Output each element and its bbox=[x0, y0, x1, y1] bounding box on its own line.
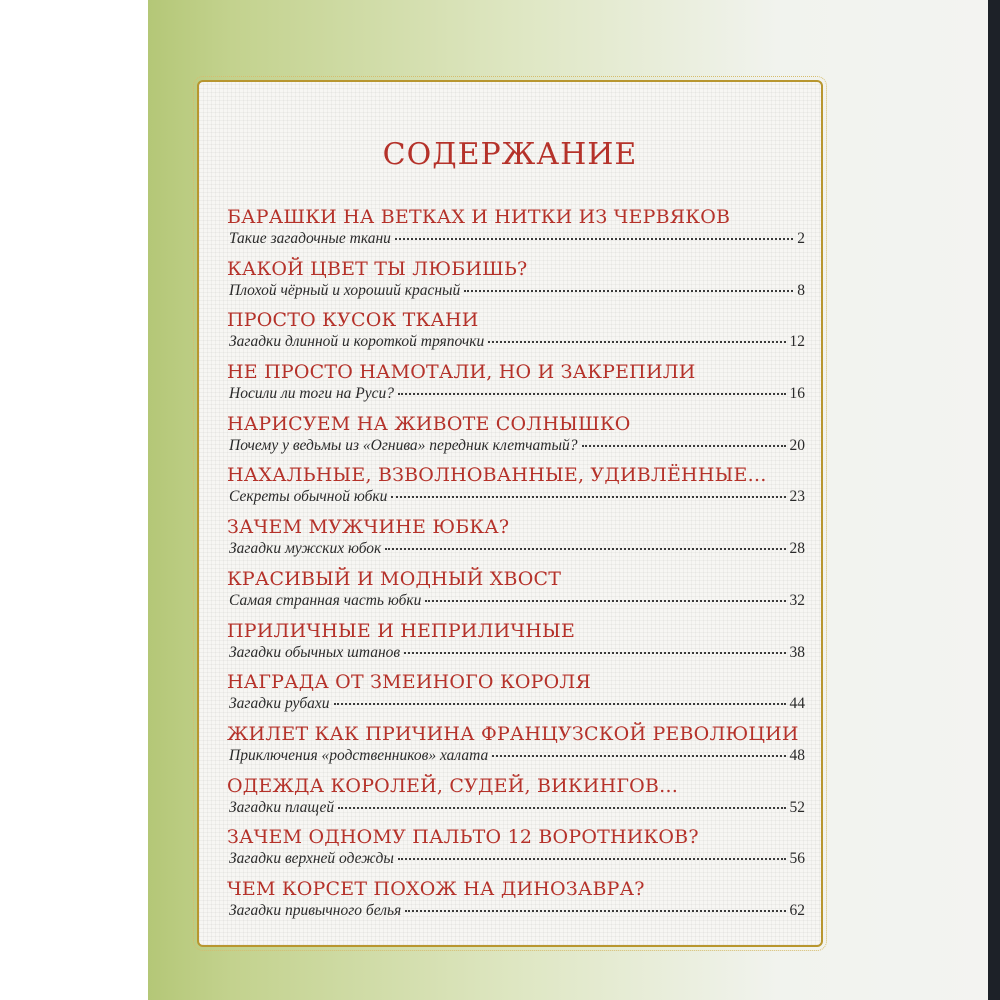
toc-entry bbox=[227, 567, 805, 619]
dot-leader bbox=[395, 237, 793, 240]
page-number: 38 bbox=[789, 643, 805, 661]
toc-heading: НАХАЛЬНЫЕ, ВЗВОЛНОВАННЫЕ, УДИВЛЁННЫЕ… bbox=[227, 464, 767, 487]
toc-entry bbox=[227, 722, 805, 774]
page-title: СОДЕРЖАНИЕ bbox=[382, 137, 638, 172]
dot-leader bbox=[492, 754, 785, 757]
dot-leader bbox=[338, 806, 785, 809]
toc-subtitle-line bbox=[227, 798, 805, 818]
toc-subtitle-line bbox=[227, 539, 805, 559]
toc-entry bbox=[227, 670, 805, 722]
toc-entry bbox=[227, 774, 805, 826]
toc-subtitle-line bbox=[227, 229, 805, 249]
toc-heading: ЗАЧЕМ МУЖЧИНЕ ЮБКА? bbox=[227, 516, 510, 539]
toc-subtitle: Носили ли тоги на Руси? bbox=[229, 385, 394, 403]
toc-subtitle: Приключения «родственников» халата bbox=[229, 746, 489, 764]
dot-leader bbox=[582, 444, 786, 447]
toc-subtitle-line bbox=[227, 384, 805, 404]
toc-heading: ПРОСТО КУСОК ТКАНИ bbox=[227, 309, 479, 332]
toc-subtitle: Почему у ведьмы из «Огнива» передник клетчатый? bbox=[229, 436, 578, 454]
page-number: 16 bbox=[789, 385, 805, 403]
toc-subtitle: Загадки обычных штанов bbox=[229, 643, 401, 661]
toc-heading: ЖИЛЕТ КАК ПРИЧИНА ФРАНЦУЗСКОЙ РЕВОЛЮЦИИ bbox=[227, 722, 799, 745]
dot-leader bbox=[398, 857, 786, 860]
page-number: 62 bbox=[789, 901, 805, 919]
toc-entry bbox=[227, 825, 805, 877]
toc-heading: ЧЕМ КОРСЕТ ПОХОЖ НА ДИНОЗАВРА? bbox=[227, 877, 645, 900]
toc-subtitle-line bbox=[227, 591, 805, 611]
toc-subtitle: Плохой чёрный и хороший красный bbox=[229, 281, 461, 299]
page-number: 20 bbox=[789, 436, 805, 454]
toc-subtitle-line bbox=[227, 332, 805, 352]
dot-leader bbox=[404, 651, 785, 654]
toc-subtitle: Загадки мужских юбок bbox=[229, 540, 382, 558]
toc-heading: БАРАШКИ НА ВЕТКАХ И НИТКИ ИЗ ЧЕРВЯКОВ bbox=[227, 206, 731, 228]
toc-heading: ЗАЧЕМ ОДНОМУ ПАЛЬТО 12 ВОРОТНИКОВ? bbox=[227, 826, 699, 849]
toc-entry bbox=[227, 360, 805, 412]
toc-entry bbox=[227, 463, 805, 515]
page-number: 2 bbox=[797, 230, 805, 247]
toc-subtitle: Такие загадочные ткани bbox=[229, 230, 391, 247]
toc-subtitle: Секреты обычной юбки bbox=[229, 488, 388, 506]
toc-heading: КАКОЙ ЦВЕТ ТЫ ЛЮБИШЬ? bbox=[227, 257, 528, 280]
dot-leader bbox=[391, 495, 785, 498]
toc-entry bbox=[227, 412, 805, 464]
page-number: 8 bbox=[797, 281, 805, 299]
toc-subtitle-line bbox=[227, 436, 805, 456]
toc-subtitle-line bbox=[227, 487, 805, 507]
toc-entry bbox=[227, 308, 805, 360]
dot-leader bbox=[385, 547, 785, 550]
page-number: 12 bbox=[789, 333, 805, 351]
toc-subtitle-line bbox=[227, 746, 805, 766]
toc-heading: НАРИСУЕМ НА ЖИВОТЕ СОЛНЫШКО bbox=[227, 412, 631, 435]
toc-subtitle: Загадки верхней одежды bbox=[229, 850, 394, 868]
table-of-contents bbox=[227, 205, 805, 929]
toc-entry bbox=[227, 877, 805, 929]
toc-entry bbox=[227, 257, 805, 309]
toc-subtitle: Загадки плащей bbox=[229, 798, 335, 816]
toc-subtitle: Загадки длинной и короткой тряпочки bbox=[229, 333, 485, 351]
page-number: 48 bbox=[789, 746, 805, 764]
toc-entry bbox=[227, 515, 805, 567]
page-number: 23 bbox=[789, 488, 805, 506]
toc-heading: ПРИЛИЧНЫЕ И НЕПРИЛИЧНЫЕ bbox=[227, 619, 576, 642]
toc-subtitle-line bbox=[227, 849, 805, 869]
toc-heading: ОДЕЖДА КОРОЛЕЙ, СУДЕЙ, ВИКИНГОВ… bbox=[227, 774, 679, 797]
toc-subtitle: Самая странная часть юбки bbox=[229, 591, 422, 609]
dot-leader bbox=[405, 909, 785, 912]
page-number: 44 bbox=[789, 695, 805, 713]
page-number: 32 bbox=[789, 591, 805, 609]
page-number: 28 bbox=[789, 540, 805, 558]
toc-heading: НЕ ПРОСТО НАМОТАЛИ, НО И ЗАКРЕПИЛИ bbox=[227, 361, 696, 384]
contents-frame bbox=[197, 80, 823, 947]
dot-leader bbox=[398, 392, 786, 395]
toc-subtitle: Загадки привычного белья bbox=[229, 901, 402, 919]
page-edge bbox=[988, 0, 1000, 1000]
toc-subtitle-line bbox=[227, 694, 805, 714]
dot-leader bbox=[488, 340, 785, 343]
toc-entry bbox=[227, 619, 805, 671]
toc-heading: НАГРАДА ОТ ЗМЕИНОГО КОРОЛЯ bbox=[227, 671, 591, 694]
toc-heading: КРАСИВЫЙ И МОДНЫЙ ХВОСТ bbox=[227, 567, 562, 590]
toc-subtitle: Загадки рубахи bbox=[229, 695, 330, 713]
toc-subtitle-line bbox=[227, 281, 805, 301]
page-number: 52 bbox=[789, 798, 805, 816]
dot-leader bbox=[334, 702, 786, 705]
dot-leader bbox=[464, 289, 793, 292]
toc-subtitle-line bbox=[227, 643, 805, 663]
toc-subtitle-line bbox=[227, 901, 805, 921]
dot-leader bbox=[425, 599, 785, 602]
toc-entry bbox=[227, 205, 805, 257]
page-number: 56 bbox=[789, 850, 805, 868]
